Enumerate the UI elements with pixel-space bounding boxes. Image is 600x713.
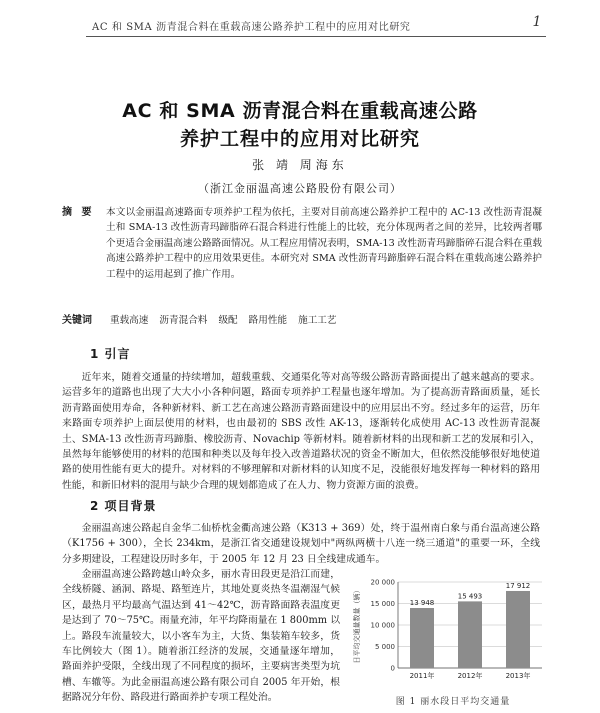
- traffic-bar-chart: [350, 572, 550, 694]
- section-2-paragraph-2: 金丽温高速公路跨越山岭众多，丽水青田段更是沿江而建，全线桥隧、涵洞、路堤、路堑连片，其地处夏炎热冬温潮湿气候区，最热月平均最高气温达到 41～42℃，沥青路面路表温度更是达到了 70～75℃。雨量充沛，年平均降雨量在 1 800mm 以上。路段车流量较大，以小客车为主，大货、集装箱车较多，货车比例较大（图 1）。随着浙江经济的发展，交通量逐年增加，路面养护受限，全线出现了不同程度的损坏，主要病害类型为坑槽、车辙等。为此金丽温高速公路有限公司自 2005 年开始，根据路况分年份、路段进行路面养护专项工程处治。: [62, 569, 341, 704]
- y-axis-label: 日平均交通量数量（辆）: [353, 586, 361, 664]
- section-2-heading: 2 项目背景: [90, 499, 157, 513]
- figure-caption: 图 1 丽水段日平均交通量: [395, 697, 511, 707]
- article-title-line2: 养护工程中的应用对比研究: [179, 128, 420, 150]
- keywords-text: 重载高速 沥青混合料 级配 路用性能 施工工艺: [110, 315, 337, 326]
- bar-value-label: 15 493: [457, 592, 483, 601]
- y-tick-label: 20 000: [370, 578, 395, 587]
- bar: [458, 601, 482, 668]
- y-tick-label: 10 000: [370, 621, 395, 630]
- figure-1: [350, 572, 550, 712]
- affiliation: （浙江金丽温高速公路股份有限公司）: [198, 182, 402, 195]
- bar-value-label: 13 948: [409, 599, 435, 608]
- section-2-paragraph-1: 金丽温高速公路起自金华二仙桥枕金衢高速公路（K313 + 369）处，终于温州南白象与甬台温高速公路（K1756 + 300），全长 234km，是浙江省交通建设规划中"两纵两横十八连一绕三通道"的重要一环，全线分多期建设，工程建设历时多年，于 2005 年 12 月 23 日全线建成通车。: [62, 523, 540, 565]
- keywords-label: 关键词: [62, 315, 92, 326]
- abstract-text: 本文以金丽温高速路面专项养护工程为依托，主要对目前高速公路养护工程中的 AC-13 改性沥青混凝土和 SMA-13 改性沥青玛蹄脂碎石混合料进行性能上的比较，充分体现两者之间的差异，比较两者哪个更适合金丽温高速公路路面情况。从工程应用情况表明，SMA-13 改性沥青玛蹄脂碎石混合料在重载高速公路养护工程中的应用效果更佳。本研究对 SMA 改性沥青玛蹄脂碎石混合料在重载高速公路养护工程中的运用起到了推广作用。: [106, 207, 542, 280]
- x-tick-label: 2011年: [409, 672, 435, 680]
- y-tick-label: 5 000: [374, 643, 395, 651]
- running-header: [92, 12, 542, 34]
- header-rule: [86, 36, 546, 37]
- bar-value-label: 17 912: [505, 581, 531, 590]
- x-tick-label: 2013年: [505, 672, 531, 680]
- y-tick-label: 15 000: [370, 600, 395, 608]
- authors: 张 靖 周海东: [252, 158, 348, 172]
- y-tick-label: 0: [390, 664, 395, 673]
- bar: [506, 591, 530, 668]
- section-1-heading: 1 引言: [90, 347, 131, 361]
- article-title-line1: AC 和 SMA 沥青混合料在重载高速公路: [122, 100, 478, 122]
- running-title: AC 和 SMA 沥青混合料在重载高速公路养护工程中的应用对比研究: [92, 22, 411, 33]
- bar: [410, 608, 434, 668]
- x-tick-label: 2012年: [457, 672, 483, 680]
- page-number: 1: [532, 14, 542, 30]
- section-1-paragraph: 近年来，随着交通量的持续增加，超载重载、交通渠化等对高等级公路沥青路面提出了越来越高的要求。运营多年的道路也出现了大大小小各种问题，路面专项养护工程量也逐年增加。为了提高沥青路面质量，延长沥青路面使用寿命，各种新材料、新工艺在高速公路沥青路面建设中的应用层出不穷。经过多年的运营，历年来路面专项养护上面层使用的材料，也由最初的 SBS 改性 AK-13，逐渐转化成使用 AC-13 改性沥青混凝土、SMA-13 改性沥青玛蹄脂、橡胶沥青、Novachip 等新材料。随着新材料的出现和新工艺的发展和引入，虽然每年能够使用的材料的范围和种类以及每年投入改善道路状况的资金不断加大，但依然没能够很好地使道路的使用性能有更大的提升。对材料的不够理解和对新材料的认知度不足，没能很好地发挥每一种材料的路用性能，和新旧材料的混用与缺少合理的规划都造成了在人力、物力资源方面的浪费。: [62, 372, 540, 491]
- abstract-label: 摘 要: [62, 207, 95, 218]
